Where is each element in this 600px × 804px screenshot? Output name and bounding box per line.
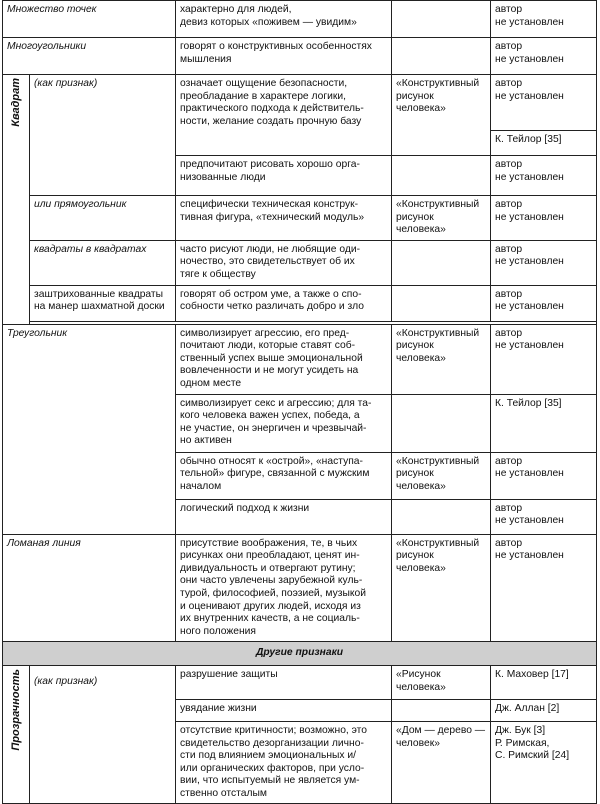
meaning-cell: увядание жизни <box>176 699 392 721</box>
author-cell: автор не установлен <box>491 38 597 75</box>
meaning-cell: обычно относят к «острой», «наступа- тельной» фигуре, связанной с мужским началом <box>176 452 392 499</box>
meaning-cell: логический подход к жизни <box>176 499 392 534</box>
section-header: Другие признаки <box>3 642 597 666</box>
meaning-cell: разрушение защиты <box>176 665 392 699</box>
source-cell: «Конструктивный рисунок человека» <box>392 452 491 499</box>
source-cell <box>392 240 491 285</box>
table-row <box>3 534 597 642</box>
meaning-cell: часто рисуют люди, не любящие оди- ночество, это свидетельствует об их тяге к обществу <box>176 240 392 285</box>
meaning-cell: специфически техническая конструк- тивная фигура, «технический модуль» <box>176 196 392 241</box>
table-row <box>3 665 597 699</box>
meaning-cell: говорят об остром уме, а также о спо- собности четко различать добро и зло <box>176 285 392 321</box>
table-row <box>3 75 597 131</box>
table-row <box>3 240 597 285</box>
meaning-cell: характерно для людей, девиз которых «поживем — увидим» <box>176 1 392 38</box>
feature-cell: Треугольник <box>3 324 176 534</box>
source-cell <box>392 499 491 534</box>
table-row <box>3 324 597 394</box>
feature-cell: или прямоугольник <box>30 196 176 241</box>
meaning-cell: предпочитают рисовать хорошо орга- низованные люди <box>176 156 392 196</box>
source-cell <box>392 285 491 321</box>
group-label-kvadrat: Квадрат <box>3 75 30 325</box>
meaning-cell: присутствие воображения, те, в чьих рисунках они преобладают, ценят ин- дивидуальность и отвергают рутину; они часто увлечены зарубежной куль- турой, философией, поэзией, музыкой и оценивают других людей, исходя из их внутренних качеств, а не социаль- ного положения <box>176 534 392 642</box>
author-cell: автор не установлен <box>491 156 597 196</box>
feature-cell: квадраты в квадратах <box>30 240 176 285</box>
table-row <box>3 285 597 321</box>
author-cell: Дж. Аллан [2] <box>491 699 597 721</box>
source-cell: «Конструктивный рисунок человека» <box>392 534 491 642</box>
author-cell: автор не установлен <box>491 196 597 241</box>
section-header-row <box>3 642 597 666</box>
source-cell <box>392 38 491 75</box>
source-cell: «Конструктивный рисунок человека» <box>392 324 491 394</box>
author-cell: автор не установлен <box>491 75 597 131</box>
feature-cell: (как признак) <box>30 75 176 196</box>
author-cell: автор не установлен <box>491 240 597 285</box>
feature-cell: Многоугольники <box>3 38 176 75</box>
author-cell: К. Тейлор [35] <box>491 131 597 156</box>
author-cell: К. Маховер [17] <box>491 665 597 699</box>
meaning-cell: отсутствие критичности; возможно, это свидетельство дезорганизации лично- сти под влиянием эмоциональных и/ или органических факторов, при усло- вии, что испытуемый не является ум- ственно отсталым <box>176 721 392 804</box>
author-cell: автор не установлен <box>491 324 597 394</box>
author-cell: К. Тейлор [35] <box>491 394 597 452</box>
feature-cell: (как признак) <box>30 665 176 804</box>
author-cell: Дж. Бук [3] Р. Римская, С. Римский [24] <box>491 721 597 804</box>
author-cell: автор не установлен <box>491 1 597 38</box>
author-cell: автор не установлен <box>491 499 597 534</box>
meaning-cell: символизирует секс и агрессию; для та- кого человека важен успех, победа, а не участие, он энергичен и чрезвычай- но активен <box>176 394 392 452</box>
author-cell: автор не установлен <box>491 534 597 642</box>
source-cell <box>392 1 491 38</box>
author-cell: автор не установлен <box>491 285 597 321</box>
features-table <box>2 0 597 804</box>
source-cell <box>392 394 491 452</box>
source-cell: «Конструктивный рисунок человека» <box>392 196 491 241</box>
source-cell: «Рисунок человека» <box>392 665 491 699</box>
table-row <box>3 38 597 75</box>
feature-cell: заштрихованные квадраты на манер шахматной доски <box>30 285 176 321</box>
feature-cell: Ломаная линия <box>3 534 176 642</box>
table-row <box>3 196 597 241</box>
source-cell <box>392 699 491 721</box>
table-row <box>3 1 597 38</box>
group-label-prozrachnost: Прозрачность <box>3 665 30 804</box>
meaning-cell: говорят о конструктивных особенностях мышления <box>176 38 392 75</box>
feature-cell: Множество точек <box>3 1 176 38</box>
source-cell: «Конструктивный рисунок человека» <box>392 75 491 156</box>
meaning-cell: означает ощущение безопасности, преобладание в характере логики, практического подхода к действитель- ности, желание создать прочную базу <box>176 75 392 156</box>
source-cell <box>392 156 491 196</box>
author-cell: автор не установлен <box>491 452 597 499</box>
meaning-cell: символизирует агрессию, его пред- почитают люди, которые ставят соб- ственный успех выше эмоциональной вовлеченности и не могут усидеть на одном месте <box>176 324 392 394</box>
source-cell: «Дом — дерево — человек» <box>392 721 491 804</box>
